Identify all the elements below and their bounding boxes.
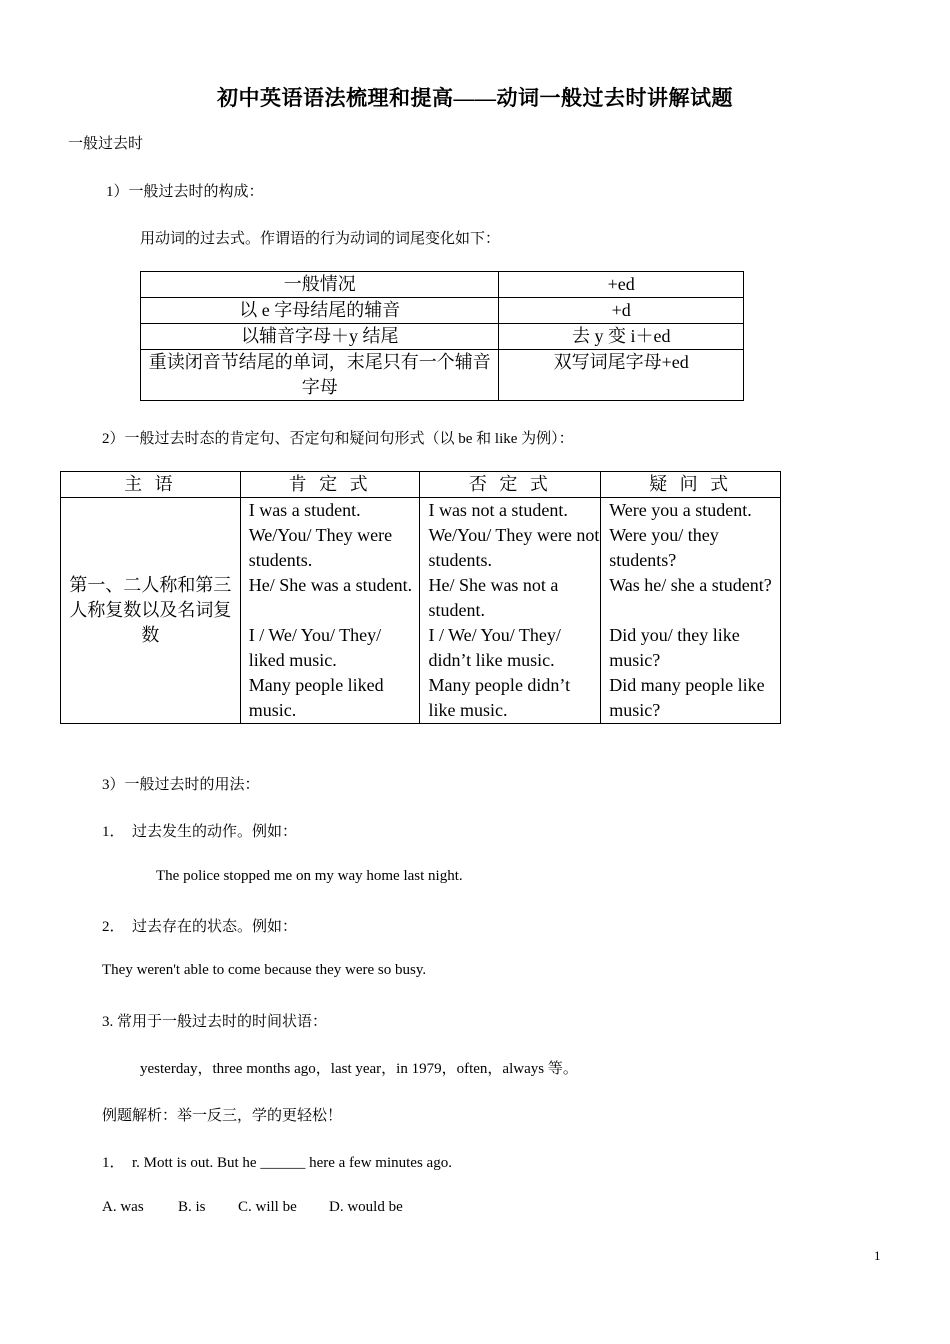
- table-row: [141, 298, 744, 324]
- usage-example-1: The police stopped me on my way home last night.: [156, 868, 463, 884]
- table-row: [141, 324, 744, 350]
- option-b: B. is: [178, 1199, 206, 1215]
- question-1: 1． r. Mott is out. But he ______ here a few minutes ago.: [102, 1155, 452, 1171]
- cell-line: I was a student.: [248, 500, 361, 520]
- page-title: 初中英语语法梳理和提高——动词一般过去时讲解试题: [217, 86, 733, 110]
- section-heading: 一般过去时: [68, 136, 144, 152]
- cell-line: Were you a student.: [609, 500, 752, 520]
- option-d: D. would be: [329, 1199, 403, 1215]
- usage-item-1: 1． 过去发生的动作。例如：: [102, 824, 298, 840]
- sentence-forms-table: [60, 471, 781, 724]
- affirmative-cell: [240, 498, 420, 724]
- option-c: C. will be: [238, 1199, 297, 1215]
- table-cell: 双写词尾字母+ed: [499, 350, 744, 401]
- cell-line: Many people didn’t like music.: [428, 675, 571, 720]
- sec3-heading: 3）一般过去时的用法：: [102, 777, 260, 793]
- cell-line: He/ She was a student.: [248, 575, 413, 595]
- header-affirmative: 肯 定 式: [240, 472, 420, 498]
- usage-example-2: They weren't able to come because they were so busy.: [102, 962, 427, 978]
- subject-cell: 第一、二人称和第三人称复数以及名词复数: [61, 498, 241, 724]
- cell-line: We/You/ They were not students.: [428, 525, 600, 570]
- cell-line: I / We/ You/ They/ didn’t like music.: [428, 625, 561, 670]
- page-number: 1: [874, 1248, 881, 1263]
- sec2-heading: 2）一般过去时态的肯定句、否定句和疑问句形式（以 be 和 like 为例）：: [102, 431, 574, 447]
- table-cell: 以辅音字母＋y 结尾: [141, 324, 499, 350]
- cell-line: I was not a student.: [428, 500, 568, 520]
- question-cell: [601, 498, 781, 724]
- header-subject: 主 语: [61, 472, 241, 498]
- examples-heading: 例题解析：举一反三，学的更轻松！: [102, 1108, 343, 1124]
- option-a: A. was: [102, 1199, 144, 1215]
- sec1-desc: 用动词的过去式。作谓语的行为动词的词尾变化如下：: [140, 231, 501, 247]
- usage-item-3: 3. 常用于一般过去时的时间状语：: [102, 1014, 328, 1030]
- negative-cell: [420, 498, 601, 724]
- table-cell: 一般情况: [141, 272, 499, 298]
- usage-example-3: yesterday，three months ago，last year，in 1979，often，always 等。: [140, 1061, 578, 1077]
- verb-ending-table: [140, 271, 744, 401]
- sec1-heading: 1）一般过去时的构成：: [106, 184, 264, 200]
- table-row: [61, 498, 781, 724]
- cell-line: Many people liked music.: [248, 675, 384, 720]
- header-negative: 否 定 式: [420, 472, 601, 498]
- cell-line: Did many people like music?: [609, 675, 765, 720]
- table-header-row: [61, 472, 781, 498]
- header-question: 疑 问 式: [601, 472, 781, 498]
- cell-spacer: [609, 598, 780, 623]
- table-cell: +d: [499, 298, 744, 324]
- cell-line: Were you/ they students?: [609, 525, 719, 570]
- cell-line: He/ She was not a student.: [428, 575, 559, 620]
- table-row: [141, 272, 744, 298]
- table-row: [141, 350, 744, 401]
- cell-line: We/You/ They were students.: [248, 525, 393, 570]
- table-cell: 重读闭音节结尾的单词，末尾只有一个辅音字母: [141, 350, 499, 401]
- cell-line: Was he/ she a student?: [609, 575, 772, 595]
- table-cell: +ed: [499, 272, 744, 298]
- cell-line: I / We/ You/ They/ liked music.: [248, 625, 382, 670]
- table-cell: 以 e 字母结尾的辅音: [141, 298, 499, 324]
- usage-item-2: 2． 过去存在的状态。例如：: [102, 919, 298, 935]
- cell-spacer: [249, 598, 420, 623]
- table-cell: 去 y 变 i＋ed: [499, 324, 744, 350]
- cell-line: Did you/ they like music?: [609, 625, 740, 670]
